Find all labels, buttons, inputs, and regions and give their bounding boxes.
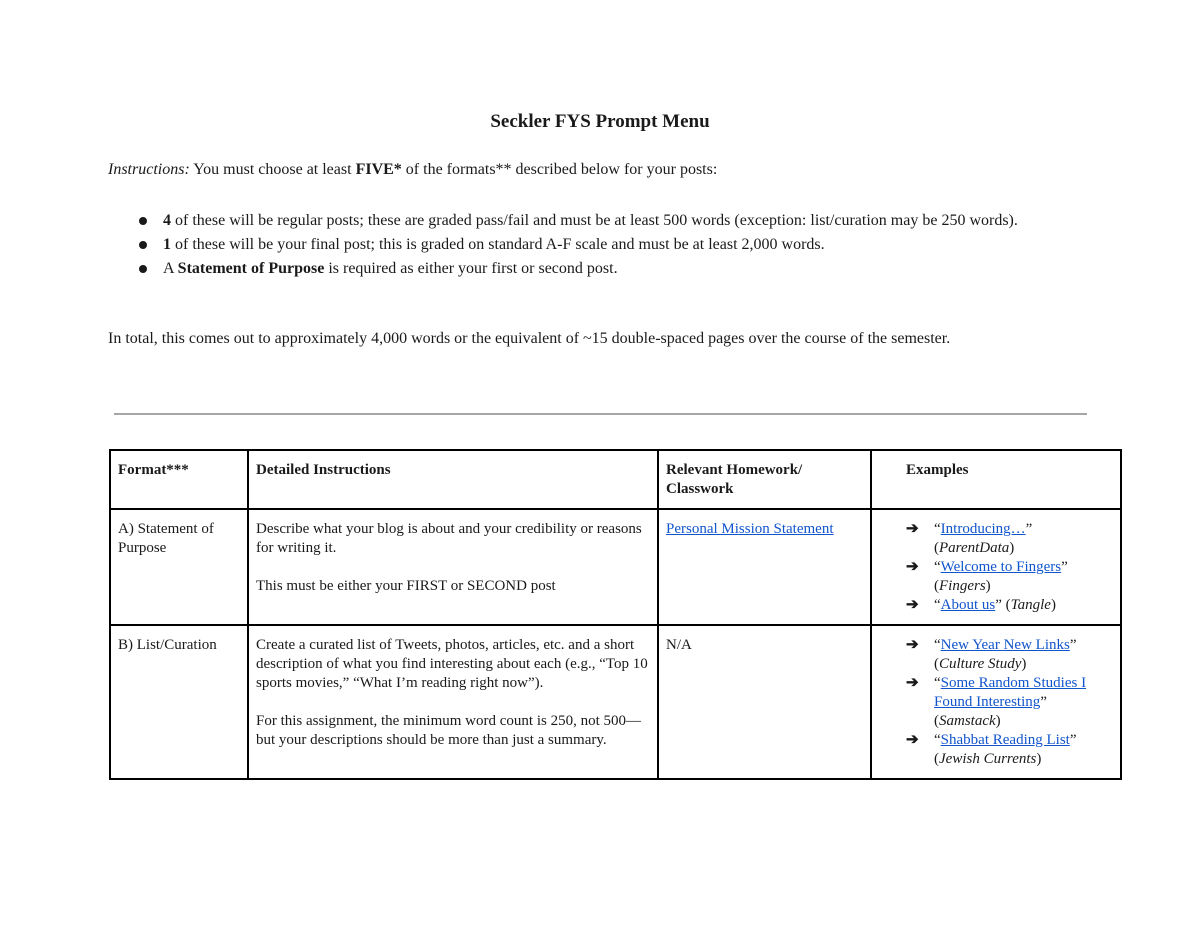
requirements-list <box>136 209 1096 281</box>
example-link[interactable]: Shabbat Reading List <box>940 732 1070 748</box>
arrow-icon: ➔ <box>906 637 919 653</box>
list-item: A Statement of Purpose is required as either your first or second post. <box>136 257 1096 281</box>
total-paragraph: In total, this comes out to approximately 4,000 words or the equivalent of ~15 double-spaced pages over the course of the semester. <box>108 330 951 347</box>
header-homework: Relevant Homework/ Classwork <box>658 450 871 509</box>
format-cell: A) Statement of Purpose <box>110 509 248 625</box>
examples-cell <box>871 509 1121 625</box>
example-item: ➔ “New Year New Links” (Culture Study) <box>906 637 1077 672</box>
example-link[interactable]: New Year New Links <box>940 637 1070 653</box>
example-item: ➔ “Welcome to Fingers” (Fingers) <box>906 559 1068 594</box>
instructions-paragraph: Instructions: You must choose at least FIVE* of the formats** described below for your posts: <box>108 161 718 178</box>
instructions-cell: Create a curated list of Tweets, photos, articles, etc. and a short description of what you find interesting about each (e.g., “Top 10 sports movies,” “What I’m reading right now”). For this assignment, the minimum word count is 250, not 500—but your descriptions should be more than just a summary. <box>248 625 658 779</box>
horizontal-divider <box>114 413 1087 415</box>
examples-cell <box>871 625 1121 779</box>
example-item: ➔ “Introducing…” (ParentData) <box>906 521 1033 556</box>
example-link[interactable]: Some Random Studies I Found Interesting <box>934 675 1087 710</box>
example-item: ➔ “Shabbat Reading List” (Jewish Currents) <box>906 732 1077 767</box>
table-row <box>110 509 1121 625</box>
list-item: 4 of these will be regular posts; these are graded pass/fail and must be at least 500 words (exception: list/curation may be 250 words). <box>136 209 1096 233</box>
examples-list <box>906 520 1116 615</box>
table-header-row <box>110 450 1121 509</box>
example-link[interactable]: Welcome to Fingers <box>940 559 1062 575</box>
arrow-icon: ➔ <box>906 597 919 613</box>
example-item: ➔ “Some Random Studies I Found Interesting” (Samstack) <box>906 675 1087 729</box>
header-instructions: Detailed Instructions <box>248 450 658 509</box>
arrow-icon: ➔ <box>906 559 919 575</box>
header-examples: Examples <box>871 450 1121 509</box>
prompt-menu-table <box>109 449 1122 780</box>
example-item: ➔ “About us” (Tangle) <box>906 597 1056 613</box>
instructions-cell: Describe what your blog is about and your credibility or reasons for writing it. This must be either your FIRST or SECOND post <box>248 509 658 625</box>
header-format: Format*** <box>110 450 248 509</box>
arrow-icon: ➔ <box>906 732 919 748</box>
homework-link[interactable]: Personal Mission Statement <box>666 521 834 537</box>
format-cell: B) List/Curation <box>110 625 248 779</box>
homework-cell: N/A <box>658 625 871 779</box>
example-link[interactable]: Introducing… <box>940 521 1026 537</box>
example-link[interactable]: About us <box>940 597 996 613</box>
page-title: Seckler FYS Prompt Menu <box>490 111 710 132</box>
instructions-label: Instructions: <box>108 161 190 178</box>
examples-list <box>906 636 1116 769</box>
arrow-icon: ➔ <box>906 521 919 537</box>
table-row <box>110 625 1121 779</box>
homework-cell <box>658 509 871 625</box>
arrow-icon: ➔ <box>906 675 919 691</box>
list-item: 1 of these will be your final post; this is graded on standard A-F scale and must be at least 2,000 words. <box>136 233 1096 257</box>
